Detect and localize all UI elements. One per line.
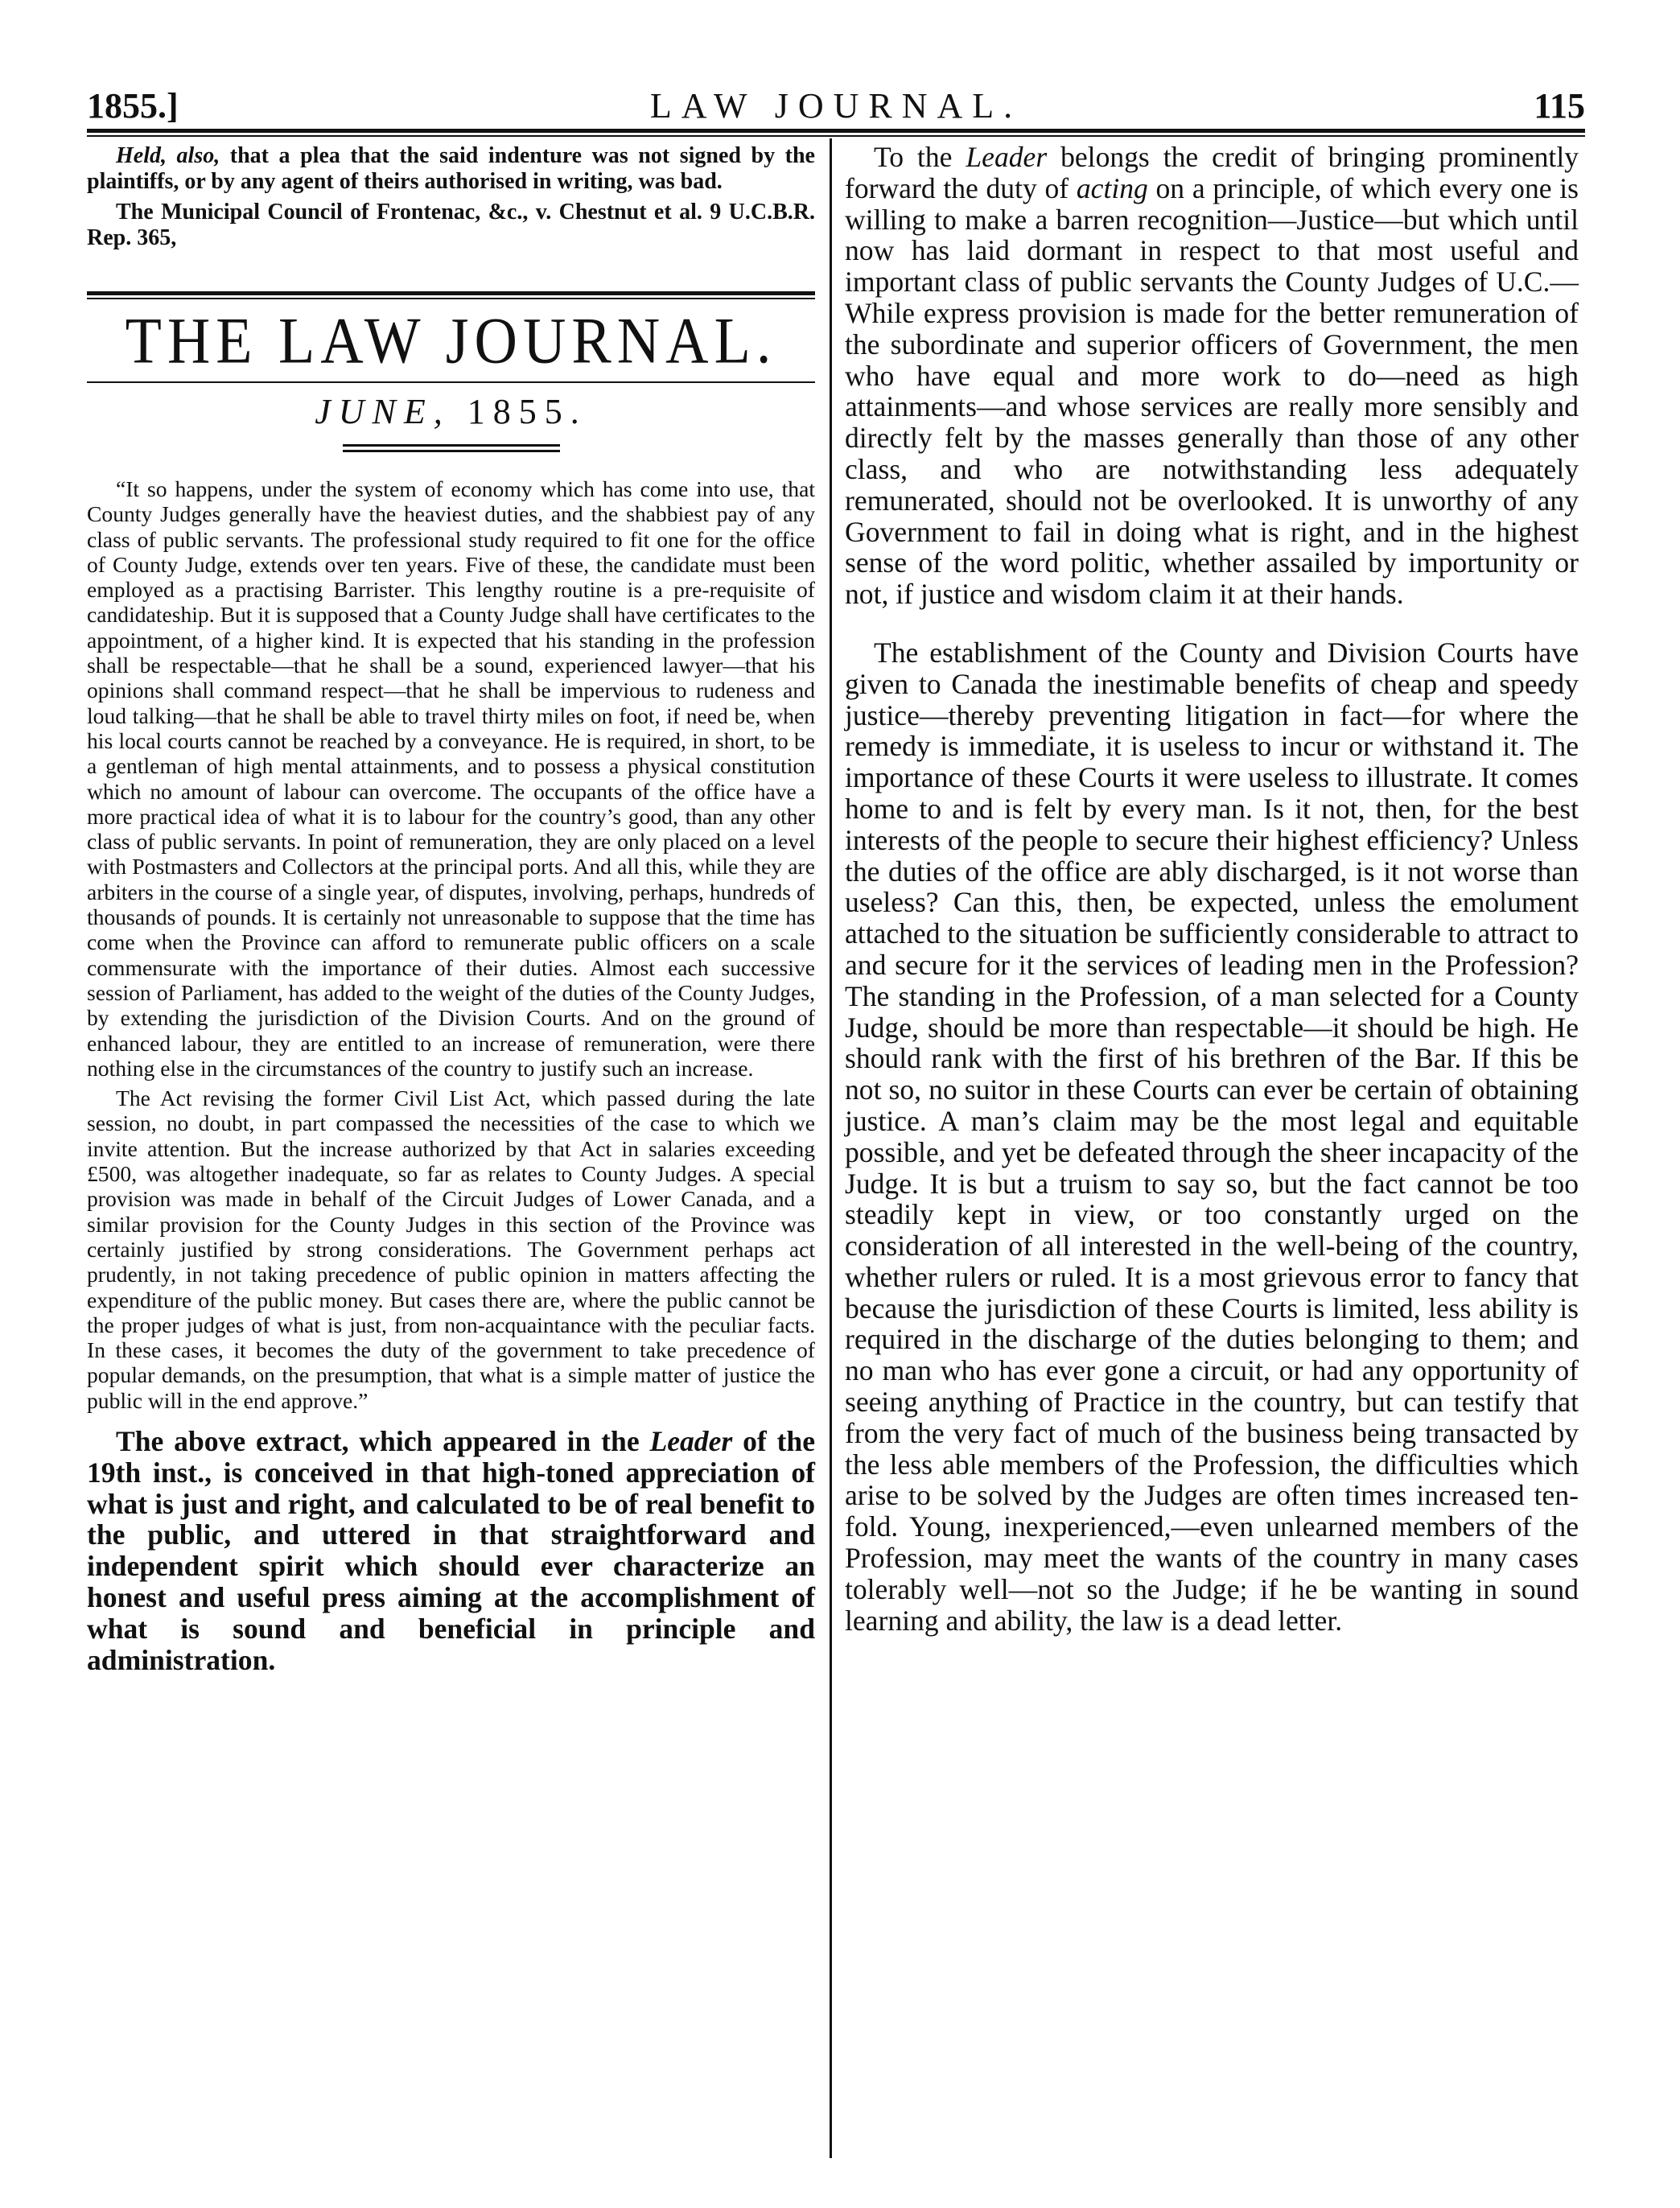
quote-paragraph-1: “It so happens, under the system of economy which has come into use, that County Judges generally have the heaviest duties, and the shabbiest pay of any class of public servants. The professional study required to fit one for the office of County Judge, extends over ten years. Five of these, the candidate must been employed as a practising Barrister. This lengthy routine is a pre-requisite of candidateship. But it is supposed that a County Judge shall have certificates to the appointment, of a higher kind. It is expected that his standing in the profession shall be respectable—that he shall be a sound, experienced lawyer—that his opinions shall command respect—that he shall be impervious to rudeness and loud talking—that he shall be able to travel thirty miles on foot, if need be, when his local courts cannot be reached by a conveyance. He is required, in short, to be a gentleman of high mental attainments, and to possess a physical constitution which no amount of labour can overcome. The occupants of the office have a more practical idea of what it is to labour for the country’s good, than any other class of public servants. In point of remuneration, they are only placed on a level with Postmasters and Collectors at the principal ports. And all this, while they are arbiters in the course of a single year, of disputes, involving, perhaps, hundreds of thousands of pounds. It is certainly not unreasonable to suppose that the time has come when the Province can afford to remunerate public officers on a scale commensurate with the importance of their duties. Almost each successive session of Parliament, has added to the weight of the duties of the County Judges, by extending the jurisdiction of the Division Courts. And on the ground of enhanced labour, they are entitled to an increase of remuneration, were there nothing else in the circumstances of the country to justify such an increase. <box>87 476 815 1081</box>
leader-quotation <box>87 476 815 1413</box>
editorial-paragraph-2: The establishment of the County and Division Courts have given to Canada the inestimable benefits of cheap and speedy justice—thereby preventing litigation in fact—for where the remedy is immediate, it is useless to incur or withstand it. The importance of these Courts it were useless to illustrate. It comes home to and is felt by every man. Is it not, then, for the best interests of the people to secure their highest efficiency? Unless the duties of the office are ably discharged, is it not worse than useless? Can this, then, be expected, unless the emolument attached to the situation be sufficiently considerable to attract to and secure for it the services of leading men in the Profession? The standing in the Profession, of a man selected for a County Judge, should be more than respectable—it should be high. He should rank with the first of his brethren of the Bar. If this be not so, no suitor in these Courts can ever be certain of obtaining justice. A man’s claim may be the most legal and equitable possible, and yet be defeated through the sheer incapacity of the Judge. It is but a truism to say so, but the fact cannot be too steadily kept in view, or too constantly urged on the consideration of all interested in the well-being of the country, whether rulers or ruled. It is a most grievous error to fancy that because the jurisdiction of these Courts is limited, less ability is required in the discharge of the duties belonging to them; and no man who has ever gone a circuit, or had any opportunity of seeing anything of Practice in the country, but can testify that from the very fact of much of the business being transacted by the less able members of the Profession, the difficulties which arise to be solved by the Judges are often times increased ten-fold. Young, inexperienced,—even unlearned members of the Profession, may meet the wants of the country in many cases tolerably well—not so the Judge; if he be wanting in sound learning and ability, the law is a dead letter. <box>845 636 1579 1637</box>
date-year: 1855. <box>450 392 587 431</box>
header-rule-thin <box>87 135 1585 137</box>
leader-name: Leader <box>649 1424 733 1457</box>
quote-paragraph-2: The Act revising the former Civil List Act, which passed during the late session, no doubt, in part compassed the necessities of the case to which we invite attention. But the increase authorized by that Act in salaries exceeding £500, was altogether inadequate, so far as relates to County Judges. A special provision was made in behalf of the Circuit Judges of Lower Canada, and a similar provision for the County Judges in this section of the Province was certainly justified by strong considerations. The Government perhaps act prudently, in not taking precedence of public opinion in matters affecting the expenditure of the public money. But cases there are, where the public cannot be the proper judges of what is just, from non-acquaintance with the peculiar facts. In these cases, it becomes the duty of the government to take precedence of popular demands, on the presumption, that what is a simple matter of justice the public will in the end approve.” <box>87 1085 815 1413</box>
leader-name-right: Leader <box>966 141 1048 173</box>
held-text: that a plea that the said indenture was not signed by the plaintiffs, or by any agent of theirs authorised in writing, was bad. <box>87 143 815 194</box>
running-head <box>87 85 1585 134</box>
date-month: JUNE, <box>315 392 451 431</box>
editorial-paragraph-1: To the Leader belongs the credit of bringing prominently forward the duty of acting on a principle, of which every one is willing to make a barren recognition—Justice—but which until now has laid dormant in respect to that most useful and important class of public servants the County Judges of U.C.—While express provision is made for the better remuneration of the subordinate and superior officers of Government, the men who have equal and more work to do—need as high attainments—and whose services are really more sensibly and directly felt by the masses generally than those of any other class, and who are notwithstanding less adequately remunerated, should not be overlooked. It is unworthy of any Government to fail in doing what is right, and in the highest sense of the word politic, whether assailed by importunity or not, if justice and wisdom claim it at their hands. <box>845 141 1579 611</box>
left-column <box>87 142 815 1675</box>
header-page-number: 115 <box>1534 86 1585 126</box>
extract-paragraph: The above extract, which appeared in the Leader of the 19th inst., is conceived in that high-toned appreciation of what is just and right, and calculated to be of real benefit to the public, and uttered in that straightforward and independent spirit which should ever characterize an honest and useful press aiming at the accomplishment of what is sound and beneficial in principle and administration. <box>87 1424 815 1676</box>
held-label: Held, also, <box>116 143 220 168</box>
header-rule-thick <box>87 129 1585 133</box>
header-title: LAW JOURNAL. <box>649 86 1023 126</box>
dateline <box>87 388 815 436</box>
right-column <box>845 142 1579 1636</box>
held-paragraph <box>87 143 815 251</box>
case-citation: The Municipal Council of Frontenac, &c., v. Chestnut et al. 9 U.C.B.R. Rep. 365, <box>87 200 815 250</box>
extract-commentary <box>87 1426 815 1675</box>
column-divider <box>830 138 832 2158</box>
masthead: THE LAW JOURNAL. <box>125 304 777 378</box>
acting-word: acting <box>1076 171 1148 204</box>
header-year: 1855.] <box>87 86 179 126</box>
